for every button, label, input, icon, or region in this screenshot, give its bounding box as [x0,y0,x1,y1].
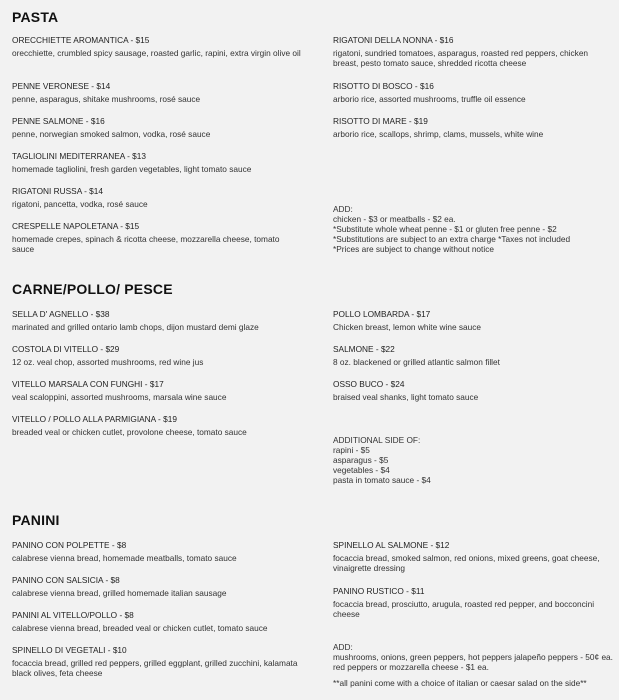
menu-item [12,116,302,139]
note-line: ADDITIONAL SIDE OF: [333,435,421,445]
menu-item-desc: calabrese vienna bread, homemade meatballs, tomato sauce [12,553,237,563]
menu-item [12,379,302,402]
menu-item-desc: arborio rice, assorted mushrooms, truffle oil essence [333,94,526,104]
note-line: *Substitute whole wheat penne - $1 or gluten free penne - $2 [333,224,557,234]
menu-item-desc: penne, asparagus, shitake mushrooms, rosé sauce [12,94,201,104]
menu-item-desc: calabrese vienna bread, breaded veal or chicken cutlet, tomato sauce [12,623,268,633]
note-line: rapini - $5 [333,445,370,455]
menu-item [333,35,613,68]
menu-item-name: PENNE SALMONE - $16 [12,116,105,126]
menu-item-name: PANINO CON POLPETTE - $8 [12,540,127,550]
menu-item [333,379,613,402]
menu-item-name: SPINELLO DI VEGETALI - $10 [12,645,127,655]
menu-item [333,309,613,332]
menu-item-name: RIGATONI DELLA NONNA - $16 [333,35,454,45]
menu-item-name: RISOTTO DI BOSCO - $16 [333,81,434,91]
menu-item-name: PANINO CON SALSICIA - $8 [12,575,120,585]
menu-item [12,540,302,563]
section-title-pasta: PASTA [12,9,59,25]
menu-item [12,414,302,437]
menu-item [12,186,302,209]
section-title-carne: CARNE/POLLO/ PESCE [12,281,173,297]
menu-item-desc: Chicken breast, lemon white wine sauce [333,322,482,332]
menu-item-name: PENNE VERONESE - $14 [12,81,111,91]
menu-item-desc: rigatoni, sundried tomatoes, asparagus, roasted red peppers, chicken breast, pesto tomato sauce, shredded ricotta cheese [333,48,589,68]
menu-item-name: PANINI AL VITELLO/POLLO - $8 [12,610,134,620]
menu-item-desc: rigatoni, pancetta, vodka, rosé sauce [12,199,148,209]
menu-item [12,610,302,633]
menu-item-name: RIGATONI RUSSA - $14 [12,186,103,196]
menu-item [12,151,302,174]
menu-item [12,81,302,104]
note-line: chicken - $3 or meatballs - $2 ea. [333,214,456,224]
menu-item-desc: veal scaloppini, assorted mushrooms, marsala wine sauce [12,392,227,402]
menu-item-desc: orecchiette, crumbled spicy sausage, roasted garlic, rapini, extra virgin olive oil [12,48,301,58]
note-line: asparagus - $5 [333,455,389,465]
menu-item-name: COSTOLA DI VITELLO - $29 [12,344,120,354]
menu-item [12,221,302,254]
menu-item [333,540,613,573]
note-line: ADD: [333,642,353,652]
menu-item [12,344,302,367]
menu-item [333,116,613,139]
menu-item [333,344,613,367]
menu-item-name: SALMONE - $22 [333,344,395,354]
note-line: ADD: [333,204,353,214]
menu-item-name: ORECCHIETTE AROMANTICA - $15 [12,35,150,45]
note-line: vegetables - $4 [333,465,390,475]
menu-item-desc: homemade tagliolini, fresh garden vegetables, light tomato sauce [12,164,252,174]
note-line: **all panini come with a choice of italian or caesar salad on the side** [333,678,587,688]
carne-side-note [333,435,613,485]
menu-item-desc: focaccia bread, prosciutto, arugula, roasted red pepper, and bocconcini cheese [333,599,595,619]
note-line: mushrooms, onions, green peppers, hot peppers jalapeño peppers - 50¢ ea. [333,652,613,662]
menu-item-desc: 12 oz. veal chop, assorted mushrooms, red wine jus [12,357,204,367]
menu-item [12,575,302,598]
section-title-panini: PANINI [12,512,60,528]
pasta-add-note [333,204,613,254]
menu-item-desc: penne, norwegian smoked salmon, vodka, rosé sauce [12,129,211,139]
menu-item-name: VITELLO MARSALA CON FUNGHI - $17 [12,379,164,389]
menu-item [333,81,613,104]
menu-item-name: TAGLIOLINI MEDITERRANEA - $13 [12,151,147,161]
panini-add-note [333,642,613,688]
menu-item-name: CRESPELLE NAPOLETANA - $15 [12,221,140,231]
menu-item-desc: braised veal shanks, light tomato sauce [333,392,479,402]
menu-item [12,645,302,678]
menu-item-desc: 8 oz. blackened or grilled atlantic salmon fillet [333,357,500,367]
menu-item [333,586,613,619]
menu-item-name: PANINO RUSTICO - $11 [333,586,425,596]
menu-item-name: SELLA D' AGNELLO - $38 [12,309,110,319]
menu-item-name: RISOTTO DI MARE - $19 [333,116,428,126]
menu-item-desc: breaded veal or chicken cutlet, provolone cheese, tomato sauce [12,427,247,437]
menu-item-name: SPINELLO AL SALMONE - $12 [333,540,450,550]
note-line: *Prices are subject to change without notice [333,244,494,254]
menu-item [12,35,302,58]
menu-item [12,309,302,332]
note-line: pasta in tomato sauce - $4 [333,475,431,485]
menu-item-desc: marinated and grilled ontario lamb chops, dijon mustard demi glaze [12,322,259,332]
menu-item-name: OSSO BUCO - $24 [333,379,405,389]
menu-item-name: VITELLO / POLLO ALLA PARMIGIANA - $19 [12,414,177,424]
menu-item-desc: calabrese vienna bread, grilled homemade italian sausage [12,588,227,598]
menu-item-desc: homemade crepes, spinach & ricotta cheese, mozzarella cheese, tomato sauce [12,234,280,254]
menu-item-desc: arborio rice, scallops, shrimp, clams, mussels, white wine [333,129,544,139]
note-line: *Substitutions are subject to an extra charge *Taxes not included [333,234,571,244]
note-line: red peppers or mozzarella cheese - $1 ea. [333,662,489,672]
menu-item-name: POLLO LOMBARDA - $17 [333,309,431,319]
menu-item-desc: focaccia bread, smoked salmon, red onions, mixed greens, goat cheese, vinaigrette dressing [333,553,600,573]
menu-item-desc: focaccia bread, grilled red peppers, grilled eggplant, grilled zucchini, kalamata black olives, feta cheese [12,658,298,678]
